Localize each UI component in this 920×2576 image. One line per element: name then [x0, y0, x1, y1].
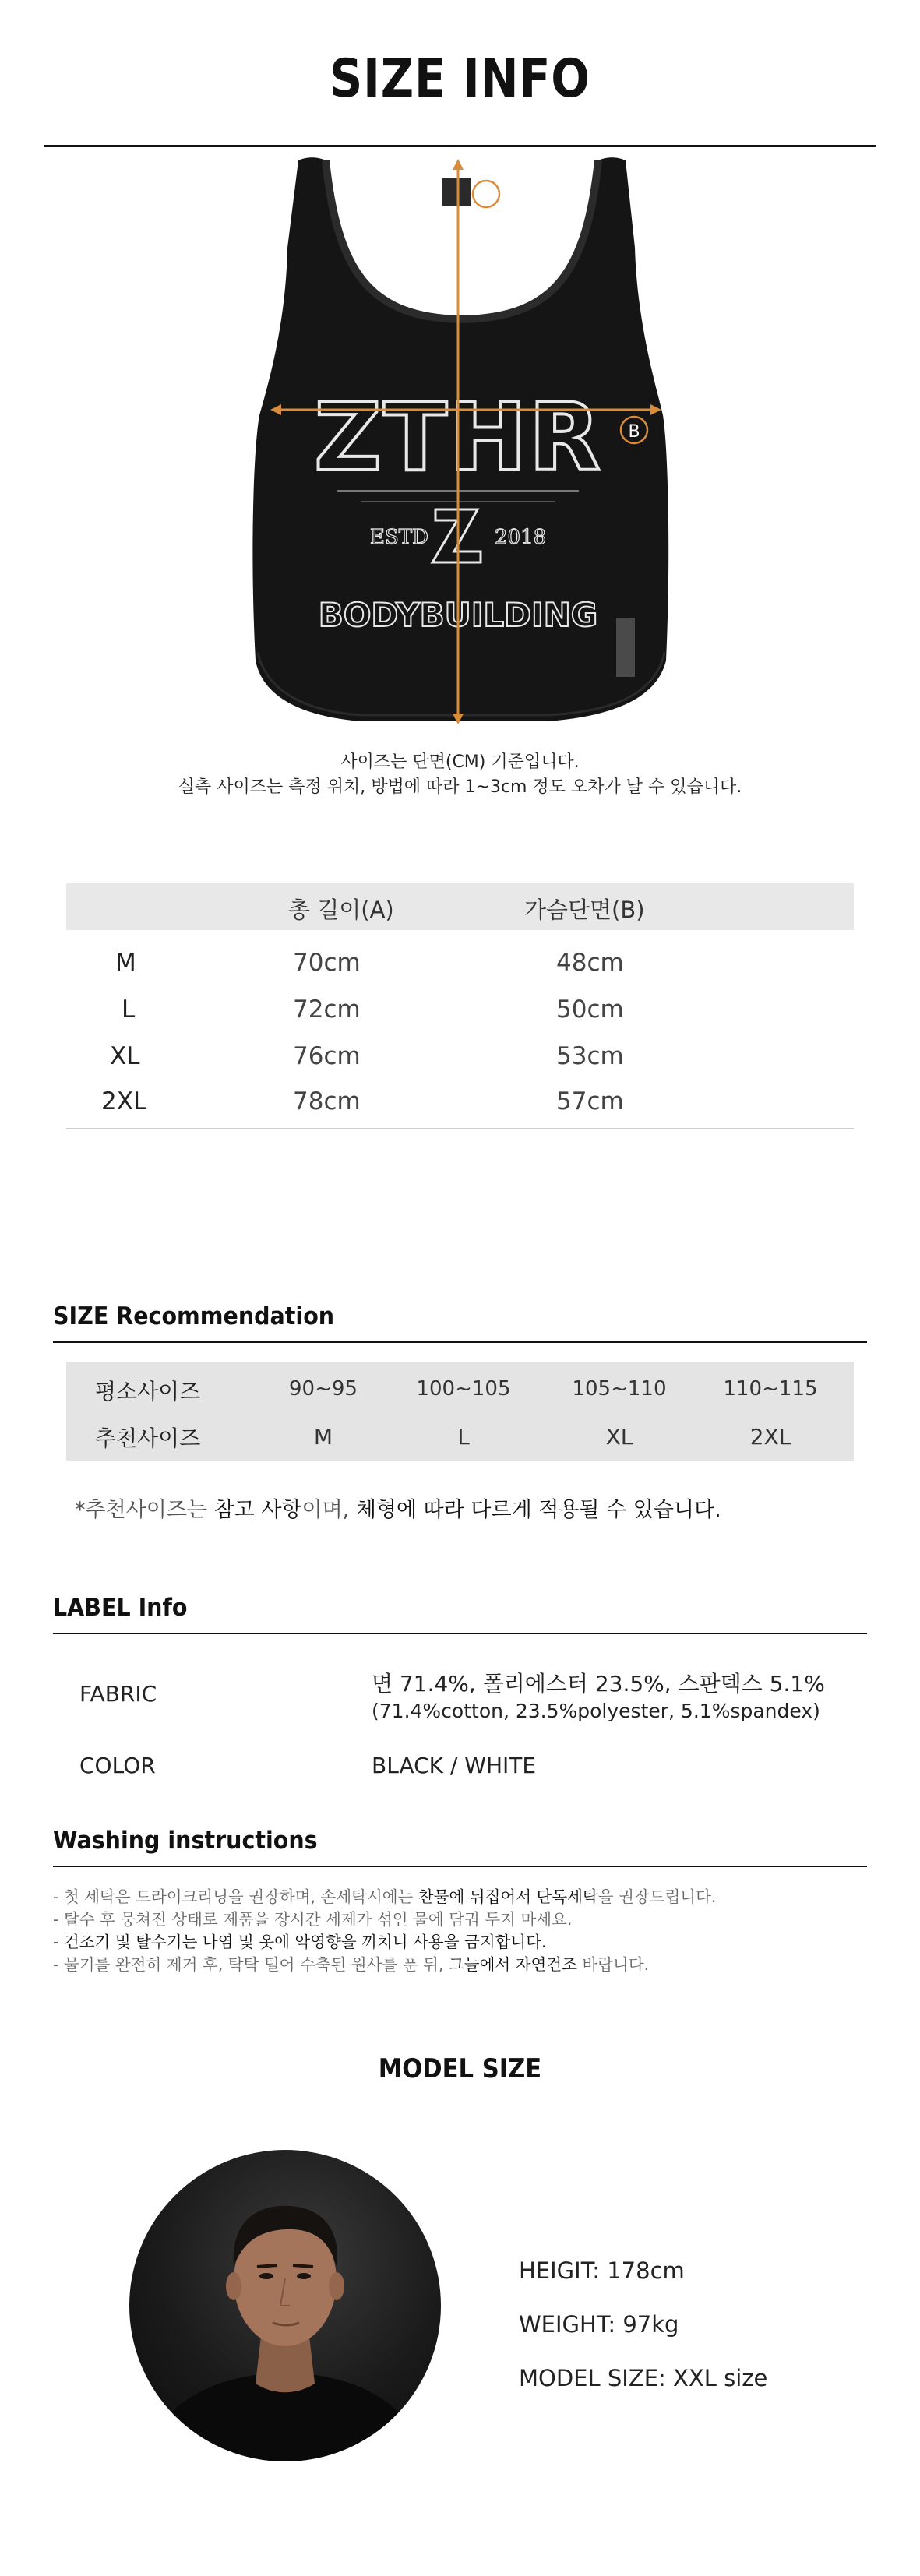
wash-text: - 첫 세탁은 드라이크리닝을 권장하며, 손세탁시에는 [53, 1887, 418, 1906]
marker-a-label: A [480, 186, 492, 206]
year-text: 2018 [495, 526, 547, 549]
recommended-size-3: XL [605, 1424, 633, 1450]
length-value: 78cm [293, 1087, 361, 1115]
size-label: L [122, 996, 136, 1024]
washing-title: Washing instructions [53, 1827, 318, 1855]
wash-text: 을 권장드립니다. [597, 1887, 717, 1906]
estd-text: ESTD [370, 526, 428, 549]
recommended-size-label: 추천사이즈 [95, 1425, 201, 1451]
size-label: 2XL [101, 1087, 147, 1115]
usual-size-3: 105~110 [572, 1377, 667, 1401]
model-portrait [129, 2150, 441, 2461]
usual-size-1: 90~95 [289, 1377, 358, 1401]
washing-line-2: - 탈수 후 뭉쳐진 상태로 제품을 장시간 세제가 섞인 물에 담궈 두지 마세요. [53, 1910, 573, 1929]
usual-size-label: 평소사이즈 [95, 1379, 201, 1404]
chest-value: 50cm [556, 996, 624, 1024]
note-emphasis: 체형에 따라 다르게 적용될 수 있습니다. [355, 1498, 721, 1522]
washing-line-4 [53, 1954, 649, 1976]
side-tag [616, 618, 635, 677]
size-note-line2: 실측 사이즈는 측정 위치, 방법에 따라 1~3cm 정도 오차가 날 수 있습니다. [178, 777, 742, 797]
wash-text: - 물기를 완전히 제거 후, 탁탁 털어 수축된 원사를 푼 뒤, [53, 1955, 449, 1974]
header-chest-width: 가슴단면(B) [524, 897, 645, 923]
bodybuilding-text: BODYBUILDING [318, 596, 598, 634]
wash-highlight: 찬물에 뒤집어서 단독세탁 [418, 1887, 598, 1906]
color-label: COLOR [79, 1753, 156, 1778]
fabric-value: 면 71.4%, 폴리에스터 23.5%, 스판덱스 5.1% [372, 1671, 825, 1697]
size-note-line1: 사이즈는 단면(CM) 기준입니다. [340, 752, 580, 772]
chest-value: 57cm [556, 1087, 624, 1115]
length-value: 72cm [293, 996, 361, 1024]
recommendation-title: SIZE Recommendation [53, 1302, 335, 1330]
logo-zthr: ZTHR [314, 384, 602, 492]
size-label: XL [110, 1042, 140, 1070]
wash-text: 바랍니다. [576, 1955, 650, 1974]
chest-value: 53cm [556, 1042, 624, 1070]
recommended-size-2: L [457, 1424, 470, 1450]
header-total-length: 총 길이(A) [288, 897, 394, 923]
usual-size-4: 110~115 [723, 1377, 818, 1401]
note-part: 이며, [301, 1498, 356, 1522]
model-weight: WEIGHT: 97kg [519, 2311, 679, 2338]
page-title: SIZE INFO [330, 48, 590, 110]
model-size-value: MODEL SIZE: XXL size [519, 2365, 768, 2391]
size-table-header [66, 883, 854, 930]
note-emphasis: 참고 사항 [213, 1498, 302, 1522]
model-height: HEIGIT: 178cm [519, 2257, 685, 2284]
color-value: BLACK / WHITE [372, 1753, 537, 1778]
label-info-title: LABEL Info [53, 1594, 188, 1622]
fabric-value-en: (71.4%cotton, 23.5%polyester, 5.1%spandex) [372, 1700, 820, 1722]
label-info-divider [53, 1633, 867, 1634]
fabric-label: FABRIC [79, 1681, 157, 1707]
recommendation-divider [53, 1341, 867, 1343]
washing-line-3: - 건조기 및 탈수기는 나염 및 옷에 악영향을 끼치니 사용을 금지합니다. [53, 1933, 547, 1951]
model-photo [129, 2150, 441, 2461]
garment-image [220, 154, 700, 737]
washing-line-1 [53, 1886, 716, 1908]
table-divider [66, 1128, 854, 1129]
tank-top-illustration [220, 154, 700, 737]
recommended-size-4: 2XL [749, 1424, 791, 1450]
title-divider [44, 145, 876, 147]
recommended-size-1: M [313, 1424, 333, 1450]
size-label: M [115, 949, 136, 977]
recommendation-note [75, 1492, 721, 1523]
usual-size-2: 100~105 [416, 1377, 511, 1401]
marker-b-label: B [628, 422, 640, 442]
washing-divider [53, 1866, 867, 1867]
wash-highlight: 그늘에서 자연건조 [448, 1955, 577, 1974]
length-value: 70cm [293, 949, 361, 977]
neck-label [442, 178, 471, 206]
note-part: *추천사이즈는 [75, 1498, 214, 1522]
chest-value: 48cm [556, 949, 624, 977]
length-value: 76cm [293, 1042, 361, 1070]
model-size-title: MODEL SIZE [378, 2053, 542, 2084]
